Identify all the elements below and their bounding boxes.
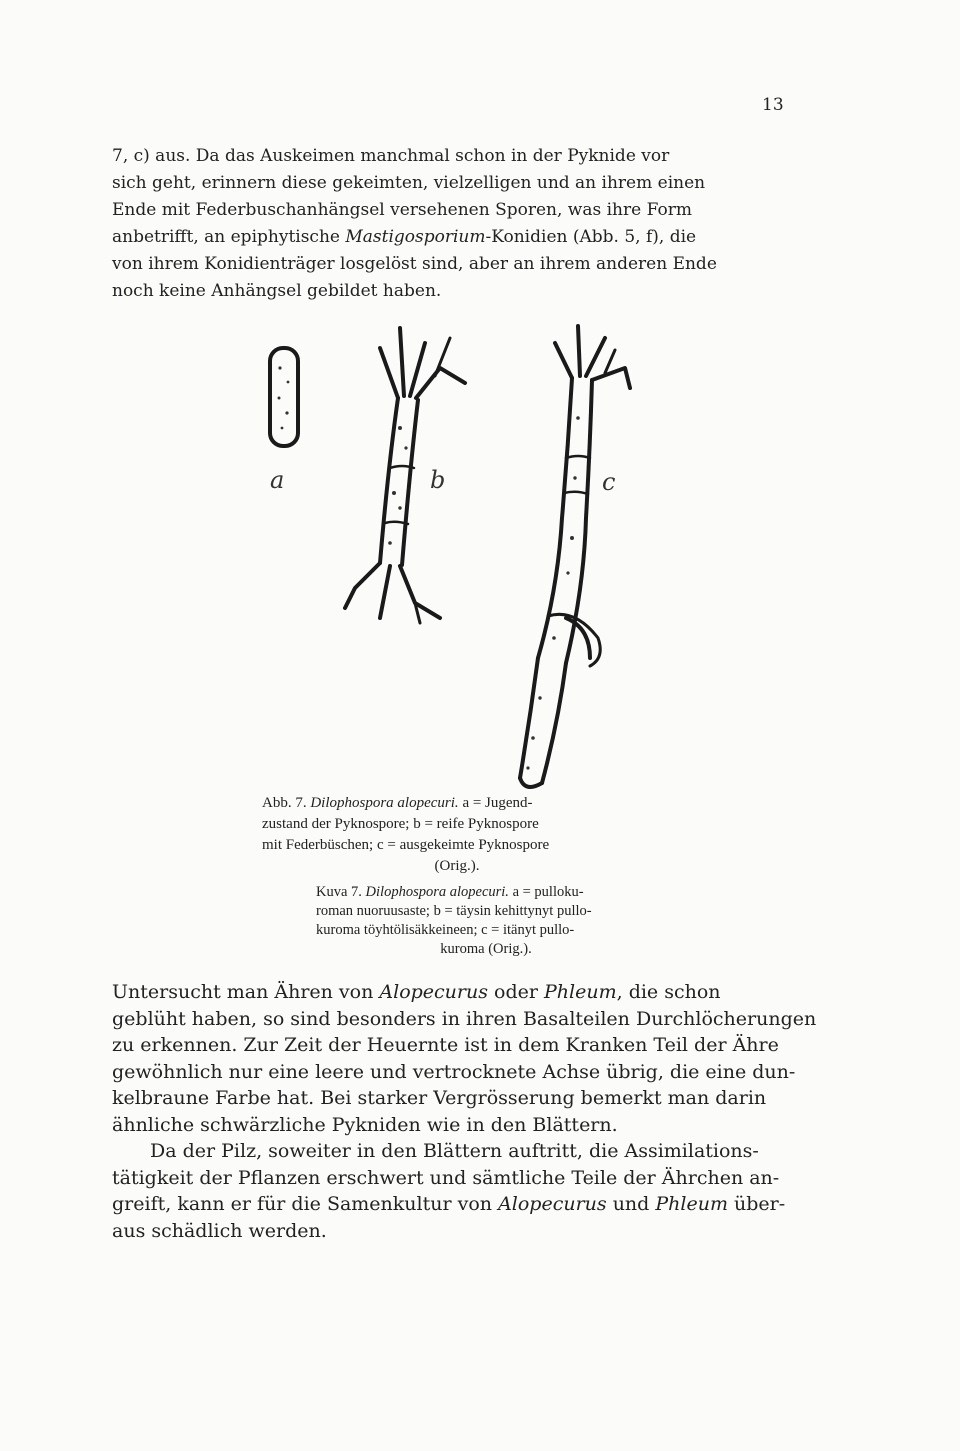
text-line: geblüht haben, so sind besonders in ihren Basalteilen Durchlöcherungen [112,1007,817,1030]
species-name-italic: Dilophospora alopecuri. [365,884,509,900]
figure-label-c: c [602,468,616,496]
genus-name-italic: Alopecurus [498,1193,607,1215]
spore-a-illustration [270,348,298,446]
paragraph-top [112,143,788,305]
caption-line: zustand der Pyknospore; b = reife Pyknospore [262,816,539,832]
caption-line: kuroma (Orig.). [440,941,532,957]
text-run: Abb. 7. [262,795,311,811]
text-run: über- [727,1193,786,1215]
text-line [112,1191,788,1218]
text-run: a = pulloku- [508,884,584,900]
text-run: -Konidien (Abb. 5, f), die [485,227,697,247]
text-line: sich geht, erinnern diese gekeimten, vielzelligen und an ihrem einen [112,173,706,193]
caption-line: roman nuoruusaste; b = täysin kehittynyt pullo- [316,903,592,919]
text-run: a = Jugend- [458,795,533,811]
text-line: ähnliche schwärzliche Pykniden wie in den Blättern. [112,1113,618,1136]
text-run: greift, kann er für die Samenkultur von [112,1193,499,1215]
text-run: oder [487,981,544,1003]
caption-line: kuroma töyhtölisäkkeineen; c = itänyt pullo- [316,922,575,938]
text-line: 7, c) aus. Da das Auskeimen manchmal schon in der Pyknide vor [112,146,670,166]
text-line: von ihrem Konidienträger losgelöst sind, aber an ihrem anderen Ende [112,254,717,274]
text-run: Untersucht man Ähren von [112,981,380,1003]
figure-caption-german [262,793,652,877]
genus-name-italic: Alopecurus [379,981,488,1003]
figure-label-b: b [430,466,446,494]
caption-line [316,883,656,902]
caption-line [262,793,652,814]
genus-name-italic: Phleum [544,981,617,1003]
text-line: zu erkennen. Zur Zeit der Heuernte ist in dem Kranken Teil der Ähre [112,1034,779,1056]
paragraph-bottom [112,979,817,1244]
text-line [112,224,788,251]
text-run: und [606,1193,656,1215]
figure-label-a: a [270,466,285,494]
spore-b-illustration [345,328,465,623]
text-line: tätigkeit der Pflanzen erschwert und sämtliche Teile der Ährchen an- [112,1166,780,1189]
text-line [112,979,788,1006]
text-line: aus schädlich werden. [112,1219,327,1242]
text-run: anbetrifft, an epiphytische [112,227,346,247]
text-line: gewöhnlich nur eine leere und vertrocknete Achse übrig, die eine dun- [112,1060,796,1083]
caption-line: (Orig.). [434,858,480,874]
genus-name-italic: Phleum [655,1193,728,1215]
page-number: 13 [762,95,784,115]
pyknospore-drawing [230,318,710,798]
text-line: Da der Pilz, soweiter in den Blättern auftritt, die Assimilations- [150,1140,759,1162]
genus-name-italic: Mastigosporium [345,227,486,247]
text-run: Kuva 7. [316,884,366,900]
text-line: kelbraune Farbe hat. Bei starker Vergrösserung bemerkt man darin [112,1087,767,1109]
figure-caption-finnish [316,883,656,959]
figure-pyknospores [230,318,710,798]
text-line: Ende mit Federbuschanhängsel versehenen Sporen, was ihre Form [112,200,692,220]
text-line: noch keine Anhängsel gebildet haben. [112,281,442,301]
text-run: , die schon [616,981,721,1003]
species-name-italic: Dilophospora alopecuri. [310,795,459,811]
caption-line: mit Federbüschen; c = ausgekeimte Pyknospore [262,837,550,853]
spore-c-illustration [520,326,630,787]
